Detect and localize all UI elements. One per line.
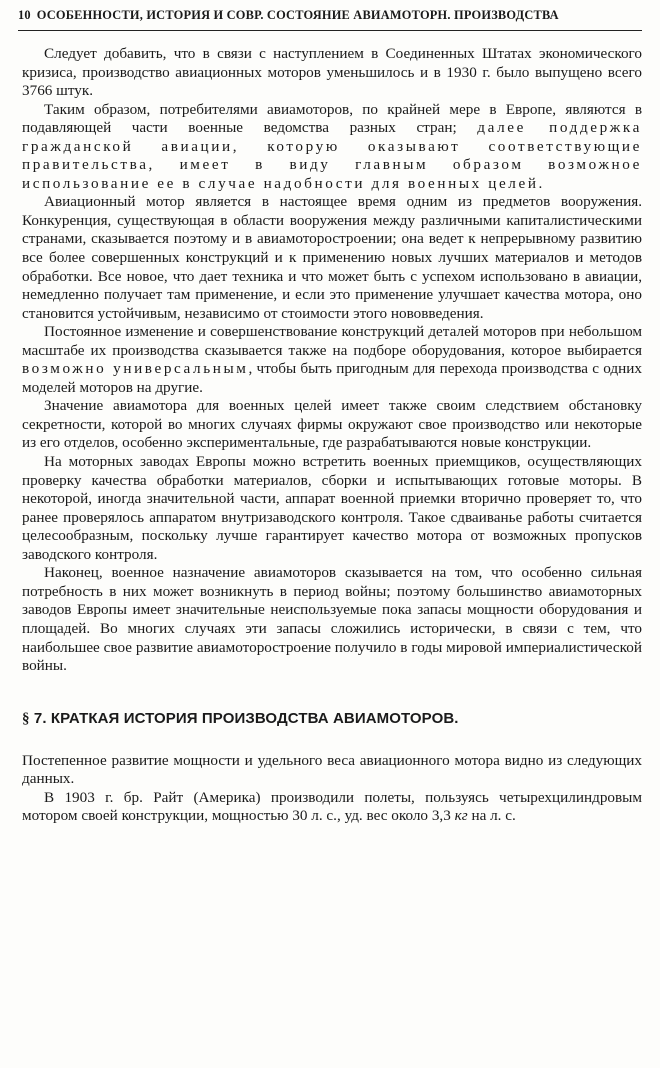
spaced-emphasis-text: возможно универсальным: [22, 360, 249, 378]
paragraph-text: Следует добавить, что в связи с наступлением в Соединенных Штатах экономического кризиса, производство авиационных моторов уменьшилось и в 1930 г. было выпущено всего 3766 штук.: [22, 45, 642, 100]
paragraph: [22, 564, 642, 675]
paragraph-text: Авиационный мотор является в настоящее время одним из предметов вооружения. Конкуренция, существующая в области вооружения между различными капиталистическими странами, сказывается поэтому и в авиамоторостроении; она ведет к непрерывному развитию все более совершенных конструкций и к применению новых лучших материалов и методов обработки. Все новое, что дает техника и что может быть с успехом использовано в авиации, немедленно получает там применение, и если это применение улучшает качества мотора, оно становится устойчивым, независимо от стоимости этого нововведения.: [22, 193, 642, 322]
paragraph-text: Наконец, военное назначение авиамоторов сказывается на том, что особенно сильная потребность в них может возникнуть в период войны; поэтому большинство авиамоторных заводов Европы имеет значительные неиспользуемые пока запасы мощности оборудования и площадей. Во многих случаях эти запасы сложились исторически, в связи с тем, что наибольшее свое развитие авиамоторостроение получило в годы мировой империалистической войны.: [22, 564, 642, 675]
running-head: [18, 8, 642, 28]
paragraph: [22, 752, 642, 789]
section-text: [22, 752, 642, 826]
italic-unit: кг: [454, 807, 468, 825]
section-title: 7. КРАТКАЯ ИСТОРИЯ ПРОИЗВОДСТВА АВИАМОТОРОВ.: [33, 709, 459, 727]
page-number: 10: [18, 8, 31, 22]
paragraph-text: Таким образом, потребителями авиамоторов, по крайней мере в Европе, являются в подавляющей части военные ведомства разных стран;: [22, 100, 642, 137]
paragraph: [22, 789, 642, 826]
section-heading: [22, 710, 642, 728]
paragraph: [22, 101, 642, 194]
paragraph: [22, 397, 642, 453]
paragraph-text: , чтобы быть пригодным для перехода производства с одних моделей моторов на другие.: [22, 360, 642, 396]
paragraph-text: Постепенное развитие мощности и удельного веса авиационного мотора видно из следующих данных.: [22, 751, 642, 788]
running-title: ОСОБЕННОСТИ, ИСТОРИЯ И СОВР. СОСТОЯНИЕ АВИАМОТОРН. ПРОИЗВОДСТВА: [36, 8, 559, 22]
header-rule: [18, 30, 642, 31]
paragraph-text: на л. с.: [467, 807, 516, 825]
spaced-emphasis-text: далее поддержка гражданской авиации, которую оказывают соответствующие правительства, имеет в виду главным образом возможное использование ее в случае надобности для военных целей.: [22, 119, 642, 192]
paragraph: [22, 453, 642, 564]
paragraph-text: В 1903 г. бр. Райт (Америка) производили полеты, пользуясь четырехцилиндровым мотором своей конструкции, мощностью 30 л. с., уд. вес около 3,3: [22, 788, 642, 825]
main-text: [22, 45, 642, 676]
paragraph: [22, 323, 642, 397]
paragraph-text: На моторных заводах Европы можно встретить военных приемщиков, осуществляющих проверку качества обработки материалов, сборки и испытывающих готовые моторы. В некоторой, иногда значительной части, аппарат военной приемки вторично проверяет то, что ранее проверялось аппаратом внутризаводского контроля. Такое сдваиванье работы считается целесообразным, поскольку лучше гарантирует качество мотора от возможных пропусков заводского контроля.: [22, 453, 642, 563]
paragraph-text: Постоянное изменение и совершенствование конструкций деталей моторов при небольшом масштабе их производства сказывается также на подборе оборудования, которое выбирается: [22, 323, 642, 359]
section-mark: §: [22, 710, 30, 727]
paragraph-text: Значение авиамотора для военных целей имеет также своим следствием обстановку секретности, которой во многих случаях фирмы окружают свое производство или некоторые из его отделов, особенно экспериментальные, где разрабатываются новые конструкции.: [22, 397, 642, 452]
paragraph: [22, 45, 642, 101]
paragraph: [22, 193, 642, 323]
